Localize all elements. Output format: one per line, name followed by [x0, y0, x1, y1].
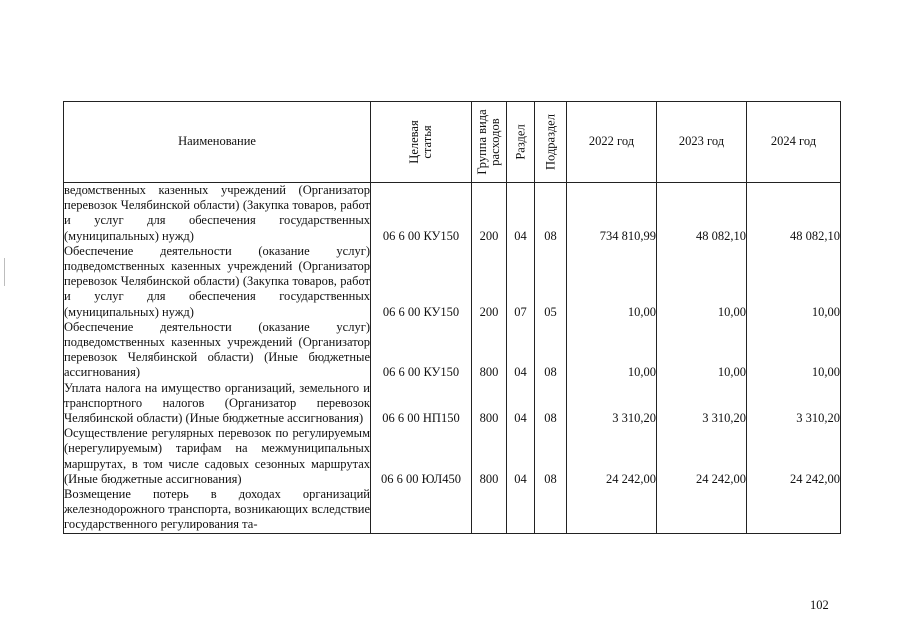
table-header-row: [64, 102, 841, 183]
row-name: ведомственных казенных учреждений (Организатор перевозок Челябинской области) (Закупка товаров, работ и услуг для обеспечения государственных (муниципальных) нужд): [64, 183, 370, 243]
header-article-text: Целевая статья: [407, 120, 434, 164]
row-section: 04: [507, 183, 535, 244]
header-name: Наименование: [64, 102, 371, 183]
table-row: [64, 487, 841, 533]
row-section: [507, 487, 535, 533]
row-amount-2023: 10,00: [657, 244, 747, 320]
row-group: 200: [472, 244, 507, 320]
row-amount-2022: 734 810,99: [567, 183, 657, 244]
header-expense-group-text: Группа вида расходов: [475, 109, 502, 175]
row-amount-2022: [567, 487, 657, 533]
row-group: [472, 487, 507, 533]
table-row: [64, 381, 841, 427]
header-subsection: [535, 102, 567, 183]
row-amount-2022: 3 310,20: [567, 381, 657, 427]
header-year-2024: 2024 год: [747, 102, 841, 183]
row-amount-2024: [747, 487, 841, 533]
row-subsection: 08: [535, 426, 567, 487]
row-subsection: 08: [535, 320, 567, 381]
table-row: [64, 426, 841, 487]
row-amount-2023: 24 242,00: [657, 426, 747, 487]
header-year-2023: 2023 год: [657, 102, 747, 183]
row-section: 04: [507, 426, 535, 487]
row-article: 06 6 00 КУ150: [371, 244, 472, 320]
row-group: 800: [472, 320, 507, 381]
row-article: 06 6 00 КУ150: [371, 320, 472, 381]
header-section: [507, 102, 535, 183]
row-amount-2024: 10,00: [747, 244, 841, 320]
header-year-2022: 2022 год: [567, 102, 657, 183]
row-name: Обеспечение деятельности (оказание услуг) подведомственных казенных учреждений (Организатор перевозок Челябинской области) (Иные бюджетные ассигнования): [64, 319, 370, 380]
row-section: 04: [507, 320, 535, 381]
row-name: Возмещение потерь в доходах организаций железнодорожного транспорта, возникающих вследствие государственного регулирования та-: [64, 487, 370, 532]
row-amount-2024: 48 082,10: [747, 183, 841, 244]
row-amount-2024: 24 242,00: [747, 426, 841, 487]
table-row: [64, 244, 841, 320]
row-amount-2022: 10,00: [567, 244, 657, 320]
row-section: 07: [507, 244, 535, 320]
header-expense-group: [472, 102, 507, 183]
header-section-text: Раздел: [513, 124, 527, 160]
row-name: Уплата налога на имущество организаций, земельного и транспортного налогов (Организатор перевозок Челябинской области) (Иные бюджетные ассигнования): [64, 380, 370, 426]
row-article: 06 6 00 ЮЛ450: [371, 426, 472, 487]
budget-table: [63, 101, 841, 534]
row-amount-2024: 3 310,20: [747, 381, 841, 427]
header-subsection-text: Подраздел: [543, 114, 557, 170]
row-group: 800: [472, 381, 507, 427]
row-group: 200: [472, 183, 507, 244]
row-amount-2024: 10,00: [747, 320, 841, 381]
row-article: [371, 487, 472, 533]
row-subsection: 05: [535, 244, 567, 320]
row-name: Обеспечение деятельности (оказание услуг) подведомственных казенных учреждений (Организатор перевозок Челябинской области) (Закупка товаров, работ и услуг для обеспечения государственных (муниципальных) нужд): [64, 243, 370, 319]
row-amount-2023: 10,00: [657, 320, 747, 381]
row-amount-2023: 48 082,10: [657, 183, 747, 244]
row-article: 06 6 00 КУ150: [371, 183, 472, 244]
row-section: 04: [507, 381, 535, 427]
page-number: 102: [810, 598, 829, 612]
row-subsection: [535, 487, 567, 533]
row-amount-2022: 24 242,00: [567, 426, 657, 487]
scan-margin-mark: [4, 258, 5, 286]
header-article: [371, 102, 472, 183]
row-article: 06 6 00 НП150: [371, 381, 472, 427]
row-amount-2023: 3 310,20: [657, 381, 747, 427]
row-subsection: 08: [535, 183, 567, 244]
table-row: [64, 183, 841, 244]
row-name: Осуществление регулярных перевозок по регулируемым (нерегулируемым) тарифам на межмуниципальных маршрутах, в том числе садовых сезонных маршрутах (Иные бюджетные ассигнования): [64, 426, 370, 486]
row-amount-2022: 10,00: [567, 320, 657, 381]
table-row: [64, 320, 841, 381]
row-amount-2023: [657, 487, 747, 533]
row-group: 800: [472, 426, 507, 487]
row-subsection: 08: [535, 381, 567, 427]
